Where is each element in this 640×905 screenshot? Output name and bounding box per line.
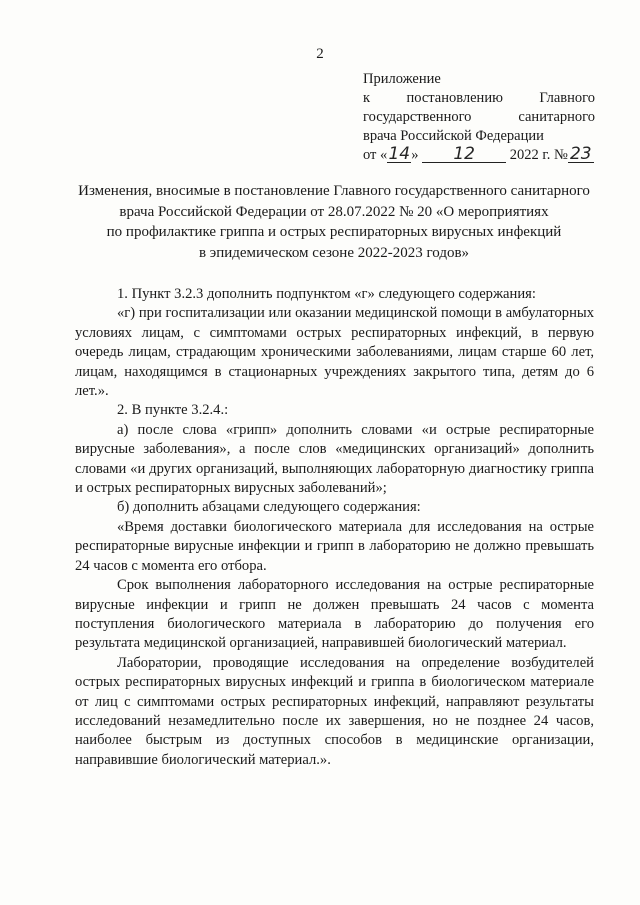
date-day-handwritten: 14	[388, 144, 411, 164]
paragraph-subitem-a: а) после слова «грипп» дополнить словами «и острые респираторные вирусные заболевания», а после слов «медицинских организаций» дополнить словами «и других организаций, выполняющих лабораторную диагностику гриппа и острых респираторных вирусных заболеваний»;	[75, 421, 594, 497]
paragraph-item-2: 2. В пункте 3.2.4.:	[117, 402, 229, 419]
title-line: Изменения, вносимые в постановление Главного государственного санитарного	[78, 183, 590, 199]
paragraph-lab-deadline: Срок выполнения лабораторного исследования на острые респираторные вирусные инфекции и грипп не должен превышать 24 часов с момента поступления биологического материала в лабораторию до получения его результата медицинской организацией, направившей биологический материал.	[75, 577, 594, 652]
title-line: по профилактике гриппа и острых респираторных вирусных инфекций	[106, 224, 562, 240]
appendix-resolution-ref: к постановлению Главного государственного санитарного	[363, 90, 595, 125]
document-number-handwritten: 23	[568, 147, 594, 163]
date-quote-close: »	[411, 147, 419, 163]
appendix-label: Приложение	[363, 71, 441, 87]
title-line: врача Российской Федерации от 28.07.2022 № 20 «О мероприятиях	[119, 203, 549, 220]
paragraph-subitem-g: «г) при госпитализации или оказании медицинской помощи в амбулаторных условиях лицам, с симптомами острых респираторных инфекций, в первую очередь лицам, страдающим хроническими заболеваниями, лицам старше 60 лет, лицам, находящимся в стационарных учреждениях закрытого типа, детям до 6 лет.».	[75, 305, 594, 400]
paragraph-item-1: 1. Пункт 3.2.3 дополнить подпунктом «г» следующего содержания:	[117, 286, 536, 302]
appendix-date-line	[363, 146, 595, 165]
title-line: в эпидемическом сезоне 2022-2023 годов»	[198, 244, 470, 261]
paragraph-delivery-time: «Время доставки биологического материала для исследования на острые респираторные вирусные инфекции и грипп в лабораторию не должно превышать 24 часов с момента его отбора.	[75, 518, 594, 574]
document-title	[72, 181, 596, 263]
date-month-handwritten: 12	[422, 147, 506, 163]
appendix-block	[363, 70, 595, 165]
appendix-authority: врача Российской Федерации	[363, 128, 544, 144]
date-year: 2022 г. №	[509, 147, 568, 163]
paragraph-lab-results: Лаборатории, проводящие исследования на определение возбудителей острых респираторных вирусных инфекций и гриппа в биологическом материале от лиц с симптомами острых респираторных инфекций, направляют результаты исследований незамедлительно после их завершения, но не позднее 24 часов, наиболее быстрым из доступных способов в медицинские организации, направившие биологический материал.».	[75, 654, 594, 768]
document-body	[75, 285, 594, 770]
paragraph-subitem-b: б) дополнить абзацами следующего содержания:	[117, 499, 421, 516]
page-number: 2	[316, 46, 324, 62]
date-prefix: от «	[363, 147, 388, 163]
